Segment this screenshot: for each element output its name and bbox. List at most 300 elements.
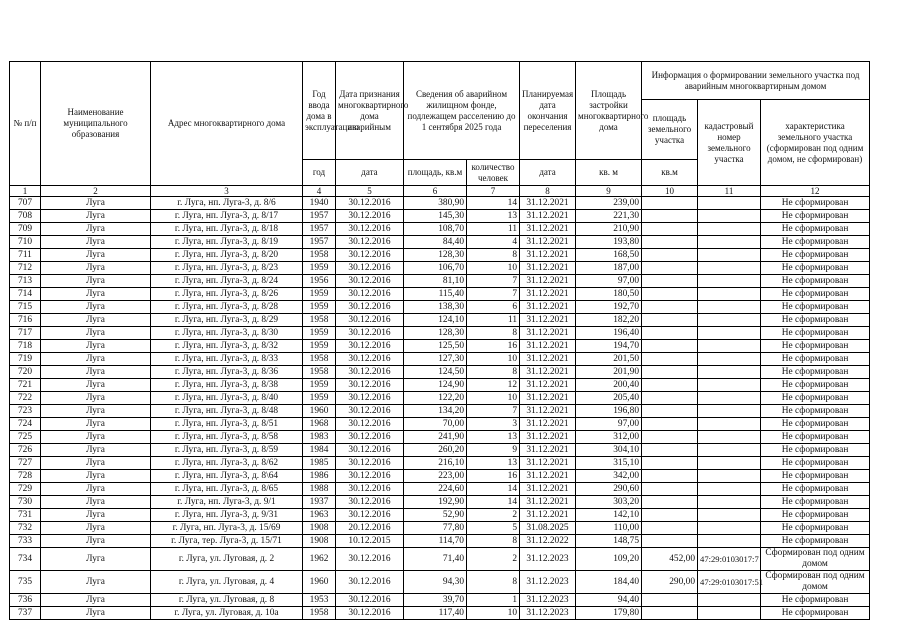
land-area-cell xyxy=(642,535,698,548)
land-status-cell: Не сформирован xyxy=(761,594,870,607)
cadastral-number-cell xyxy=(698,431,761,444)
recognition-date-cell: 30.12.2016 xyxy=(336,275,404,288)
year-cell: 1957 xyxy=(303,223,336,236)
cadastral-number-cell xyxy=(698,379,761,392)
table-row xyxy=(10,509,870,522)
land-status-cell: Не сформирован xyxy=(761,327,870,340)
land-status-cell: Не сформирован xyxy=(761,607,870,620)
land-area-cell xyxy=(642,431,698,444)
column-index: 6 xyxy=(404,186,467,197)
fund-area-cell: 84,40 xyxy=(404,236,467,249)
cadastral-number-cell xyxy=(698,301,761,314)
fund-area-cell: 223,00 xyxy=(404,470,467,483)
recognition-date-cell: 30.12.2016 xyxy=(336,353,404,366)
column-index-row xyxy=(10,186,870,197)
row-number: 735 xyxy=(10,571,41,594)
table-row xyxy=(10,275,870,288)
recognition-date-cell: 30.12.2016 xyxy=(336,366,404,379)
people-count-cell: 13 xyxy=(467,431,520,444)
planned-date-cell: 31.12.2021 xyxy=(520,405,576,418)
address-cell: г. Луга, нп. Луга-3, д. 9/1 xyxy=(151,496,303,509)
municipality-cell: Луга xyxy=(41,353,151,366)
land-area-cell xyxy=(642,509,698,522)
column-index: 12 xyxy=(761,186,870,197)
recognition-date-cell: 30.12.2016 xyxy=(336,340,404,353)
year-cell: 1962 xyxy=(303,548,336,571)
year-cell: 1958 xyxy=(303,353,336,366)
header-building-area-unit: кв. м xyxy=(576,160,642,186)
header-municipality: Наименование муниципального образования xyxy=(41,62,151,186)
row-number: 737 xyxy=(10,607,41,620)
land-area-cell xyxy=(642,607,698,620)
year-cell: 1908 xyxy=(303,522,336,535)
municipality-cell: Луга xyxy=(41,223,151,236)
municipality-cell: Луга xyxy=(41,431,151,444)
recognition-date-cell: 20.12.2016 xyxy=(336,522,404,535)
year-cell: 1953 xyxy=(303,594,336,607)
fund-area-cell: 128,30 xyxy=(404,249,467,262)
fund-area-cell: 71,40 xyxy=(404,548,467,571)
row-number: 726 xyxy=(10,444,41,457)
land-status-cell: Не сформирован xyxy=(761,418,870,431)
people-count-cell: 8 xyxy=(467,535,520,548)
land-status-cell: Не сформирован xyxy=(761,379,870,392)
cadastral-number-cell xyxy=(698,483,761,496)
planned-date-cell: 31.12.2021 xyxy=(520,301,576,314)
table-row xyxy=(10,249,870,262)
land-status-cell: Не сформирован xyxy=(761,340,870,353)
year-cell: 1956 xyxy=(303,275,336,288)
year-cell: 1957 xyxy=(303,210,336,223)
recognition-date-cell: 30.12.2016 xyxy=(336,496,404,509)
year-cell: 1985 xyxy=(303,457,336,470)
table-row xyxy=(10,210,870,223)
building-area-cell: 187,00 xyxy=(576,262,642,275)
header-planned-date: Планируемая дата окончания переселения xyxy=(520,62,576,160)
municipality-cell: Луга xyxy=(41,571,151,594)
cadastral-number-cell xyxy=(698,236,761,249)
recognition-date-cell: 30.12.2016 xyxy=(336,571,404,594)
row-number: 719 xyxy=(10,353,41,366)
column-index: 4 xyxy=(303,186,336,197)
municipality-cell: Луга xyxy=(41,607,151,620)
table-row xyxy=(10,223,870,236)
table-header xyxy=(10,62,870,197)
cadastral-number-cell xyxy=(698,340,761,353)
table-row xyxy=(10,327,870,340)
address-cell: г. Луга, нп. Луга-3, д. 8/48 xyxy=(151,405,303,418)
land-status-cell: Не сформирован xyxy=(761,210,870,223)
recognition-date-cell: 30.12.2016 xyxy=(336,405,404,418)
building-area-cell: 196,80 xyxy=(576,405,642,418)
column-index: 5 xyxy=(336,186,404,197)
people-count-cell: 10 xyxy=(467,262,520,275)
cadastral-number-cell xyxy=(698,288,761,301)
recognition-date-cell: 30.12.2016 xyxy=(336,431,404,444)
planned-date-cell: 31.12.2021 xyxy=(520,470,576,483)
fund-area-cell: 124,10 xyxy=(404,314,467,327)
land-area-cell: 452,00 xyxy=(642,548,698,571)
column-index: 9 xyxy=(576,186,642,197)
planned-date-cell: 31.12.2021 xyxy=(520,223,576,236)
table-body xyxy=(10,197,870,620)
recognition-date-cell: 30.12.2016 xyxy=(336,457,404,470)
table-row xyxy=(10,366,870,379)
year-cell: 1959 xyxy=(303,392,336,405)
address-cell: г. Луга, нп. Луга-3, д. 8/26 xyxy=(151,288,303,301)
header-date-unit: дата xyxy=(336,160,404,186)
building-area-cell: 210,90 xyxy=(576,223,642,236)
recognition-date-cell: 30.12.2016 xyxy=(336,327,404,340)
fund-area-cell: 216,10 xyxy=(404,457,467,470)
recognition-date-cell: 30.12.2016 xyxy=(336,210,404,223)
planned-date-cell: 31.12.2021 xyxy=(520,314,576,327)
people-count-cell: 12 xyxy=(467,379,520,392)
fund-area-cell: 39,70 xyxy=(404,594,467,607)
address-cell: г. Луга, нп. Луга-3, д. 8/36 xyxy=(151,366,303,379)
address-cell: г. Луга, нп. Луга-3, д. 8/59 xyxy=(151,444,303,457)
land-status-cell: Сформирован под одним домом xyxy=(761,548,870,571)
people-count-cell: 2 xyxy=(467,509,520,522)
planned-date-cell: 31.12.2021 xyxy=(520,262,576,275)
land-status-cell: Не сформирован xyxy=(761,223,870,236)
address-cell: г. Луга, нп. Луга-3, д. 8/40 xyxy=(151,392,303,405)
cadastral-number-cell xyxy=(698,535,761,548)
fund-area-cell: 70,00 xyxy=(404,418,467,431)
building-area-cell: 315,10 xyxy=(576,457,642,470)
planned-date-cell: 31.12.2021 xyxy=(520,483,576,496)
row-number: 716 xyxy=(10,314,41,327)
table-row xyxy=(10,314,870,327)
fund-area-cell: 115,40 xyxy=(404,288,467,301)
address-cell: г. Луга, нп. Луга-3, д. 8/58 xyxy=(151,431,303,444)
building-area-cell: 303,20 xyxy=(576,496,642,509)
people-count-cell: 9 xyxy=(467,444,520,457)
land-status-cell: Не сформирован xyxy=(761,275,870,288)
header-building-area: Площадь застройки многоквартирного дома xyxy=(576,62,642,160)
table-row xyxy=(10,392,870,405)
building-area-cell: 193,80 xyxy=(576,236,642,249)
land-status-cell: Не сформирован xyxy=(761,470,870,483)
recognition-date-cell: 30.12.2016 xyxy=(336,223,404,236)
column-index: 7 xyxy=(467,186,520,197)
cadastral-number-cell xyxy=(698,522,761,535)
year-cell: 1963 xyxy=(303,509,336,522)
row-number: 708 xyxy=(10,210,41,223)
fund-area-cell: 124,90 xyxy=(404,379,467,392)
row-number: 722 xyxy=(10,392,41,405)
building-area-cell: 180,50 xyxy=(576,288,642,301)
table-row xyxy=(10,288,870,301)
row-number: 723 xyxy=(10,405,41,418)
fund-area-cell: 260,20 xyxy=(404,444,467,457)
people-count-cell: 10 xyxy=(467,353,520,366)
building-area-cell: 94,40 xyxy=(576,594,642,607)
recognition-date-cell: 30.12.2016 xyxy=(336,392,404,405)
year-cell: 1960 xyxy=(303,405,336,418)
row-number: 711 xyxy=(10,249,41,262)
fund-area-cell: 192,90 xyxy=(404,496,467,509)
building-area-cell: 148,75 xyxy=(576,535,642,548)
building-area-cell: 290,60 xyxy=(576,483,642,496)
land-status-cell: Сформирован под одним домом xyxy=(761,571,870,594)
address-cell: г. Луга, нп. Луга-3, д. 8/65 xyxy=(151,483,303,496)
recognition-date-cell: 30.12.2016 xyxy=(336,509,404,522)
cadastral-number-cell xyxy=(698,470,761,483)
table-row xyxy=(10,607,870,620)
people-count-cell: 16 xyxy=(467,340,520,353)
land-area-cell xyxy=(642,223,698,236)
fund-area-cell: 81,10 xyxy=(404,275,467,288)
row-number: 718 xyxy=(10,340,41,353)
row-number: 707 xyxy=(10,197,41,210)
land-area-cell xyxy=(642,288,698,301)
municipality-cell: Луга xyxy=(41,392,151,405)
table-row xyxy=(10,301,870,314)
people-count-cell: 8 xyxy=(467,571,520,594)
building-area-cell: 192,70 xyxy=(576,301,642,314)
planned-date-cell: 31.12.2021 xyxy=(520,353,576,366)
year-cell: 1958 xyxy=(303,249,336,262)
land-area-cell xyxy=(642,379,698,392)
row-number: 734 xyxy=(10,548,41,571)
land-area-cell xyxy=(642,444,698,457)
land-status-cell: Не сформирован xyxy=(761,236,870,249)
planned-date-cell: 31.12.2021 xyxy=(520,249,576,262)
cadastral-number-cell xyxy=(698,444,761,457)
people-count-cell: 3 xyxy=(467,418,520,431)
cadastral-number-cell xyxy=(698,223,761,236)
municipality-cell: Луга xyxy=(41,522,151,535)
year-cell: 1983 xyxy=(303,431,336,444)
fund-area-cell: 114,70 xyxy=(404,535,467,548)
land-status-cell: Не сформирован xyxy=(761,262,870,275)
municipality-cell: Луга xyxy=(41,535,151,548)
column-index: 1 xyxy=(10,186,41,197)
column-index: 11 xyxy=(698,186,761,197)
planned-date-cell: 31.08.2025 xyxy=(520,522,576,535)
table-row xyxy=(10,522,870,535)
municipality-cell: Луга xyxy=(41,301,151,314)
address-cell: г. Луга, нп. Луга-3, д. 8/6 xyxy=(151,197,303,210)
land-status-cell: Не сформирован xyxy=(761,197,870,210)
address-cell: г. Луга, тер. Луга-3, д. 15/71 xyxy=(151,535,303,548)
land-status-cell: Не сформирован xyxy=(761,301,870,314)
year-cell: 1959 xyxy=(303,288,336,301)
header-address: Адрес многоквартирного дома xyxy=(151,62,303,186)
municipality-cell: Луга xyxy=(41,210,151,223)
cadastral-number-cell xyxy=(698,262,761,275)
table-row xyxy=(10,418,870,431)
people-count-cell: 14 xyxy=(467,496,520,509)
people-count-cell: 6 xyxy=(467,301,520,314)
land-area-cell xyxy=(642,197,698,210)
cadastral-number-cell xyxy=(698,496,761,509)
municipality-cell: Луга xyxy=(41,444,151,457)
land-area-cell: 290,00 xyxy=(642,571,698,594)
recognition-date-cell: 30.12.2016 xyxy=(336,594,404,607)
people-count-cell: 5 xyxy=(467,522,520,535)
recognition-date-cell: 30.12.2016 xyxy=(336,444,404,457)
municipality-cell: Луга xyxy=(41,340,151,353)
land-area-cell xyxy=(642,392,698,405)
fund-area-cell: 124,50 xyxy=(404,366,467,379)
people-count-cell: 7 xyxy=(467,288,520,301)
fund-area-cell: 145,30 xyxy=(404,210,467,223)
cadastral-number-cell: 47:29:0103017:51 xyxy=(698,571,761,594)
cadastral-number-cell: 47:29:0103017:7 xyxy=(698,548,761,571)
recognition-date-cell: 30.12.2016 xyxy=(336,262,404,275)
planned-date-cell: 31.12.2021 xyxy=(520,431,576,444)
table-row xyxy=(10,594,870,607)
table-row xyxy=(10,353,870,366)
municipality-cell: Луга xyxy=(41,327,151,340)
header-area-sub: площадь, кв.м xyxy=(404,160,467,186)
land-status-cell: Не сформирован xyxy=(761,366,870,379)
planned-date-cell: 31.12.2021 xyxy=(520,340,576,353)
land-area-cell xyxy=(642,210,698,223)
year-cell: 1959 xyxy=(303,262,336,275)
planned-date-cell: 31.12.2021 xyxy=(520,197,576,210)
year-cell: 1959 xyxy=(303,379,336,392)
recognition-date-cell: 30.12.2016 xyxy=(336,418,404,431)
year-cell: 1960 xyxy=(303,571,336,594)
planned-date-cell: 31.12.2023 xyxy=(520,571,576,594)
people-count-cell: 13 xyxy=(467,457,520,470)
planned-date-cell: 31.12.2021 xyxy=(520,496,576,509)
row-number: 729 xyxy=(10,483,41,496)
cadastral-number-cell xyxy=(698,366,761,379)
table-row xyxy=(10,535,870,548)
year-cell: 1958 xyxy=(303,314,336,327)
building-area-cell: 201,90 xyxy=(576,366,642,379)
year-cell: 1984 xyxy=(303,444,336,457)
year-cell: 1958 xyxy=(303,607,336,620)
cadastral-number-cell xyxy=(698,353,761,366)
table-row xyxy=(10,548,870,571)
recognition-date-cell: 30.12.2016 xyxy=(336,249,404,262)
recognition-date-cell: 30.12.2016 xyxy=(336,288,404,301)
year-cell: 1968 xyxy=(303,418,336,431)
fund-area-cell: 127,30 xyxy=(404,353,467,366)
cadastral-number-cell xyxy=(698,249,761,262)
recognition-date-cell: 30.12.2016 xyxy=(336,236,404,249)
address-cell: г. Луга, нп. Луга-3, д. 8/24 xyxy=(151,275,303,288)
planned-date-cell: 31.12.2021 xyxy=(520,327,576,340)
municipality-cell: Луга xyxy=(41,262,151,275)
row-number: 732 xyxy=(10,522,41,535)
cadastral-number-cell xyxy=(698,509,761,522)
land-status-cell: Не сформирован xyxy=(761,431,870,444)
planned-date-cell: 31.12.2023 xyxy=(520,607,576,620)
land-status-cell: Не сформирован xyxy=(761,392,870,405)
planned-date-cell: 31.12.2022 xyxy=(520,535,576,548)
recognition-date-cell: 30.12.2016 xyxy=(336,470,404,483)
planned-date-cell: 31.12.2021 xyxy=(520,366,576,379)
land-area-cell xyxy=(642,483,698,496)
planned-date-cell: 31.12.2021 xyxy=(520,457,576,470)
table-row xyxy=(10,236,870,249)
table-row xyxy=(10,379,870,392)
people-count-cell: 11 xyxy=(467,314,520,327)
table-row xyxy=(10,444,870,457)
year-cell: 1986 xyxy=(303,470,336,483)
people-count-cell: 4 xyxy=(467,236,520,249)
table-row xyxy=(10,483,870,496)
table-row xyxy=(10,571,870,594)
year-cell: 1958 xyxy=(303,366,336,379)
planned-date-cell: 31.12.2021 xyxy=(520,236,576,249)
recognition-date-cell: 30.12.2016 xyxy=(336,548,404,571)
building-area-cell: 196,40 xyxy=(576,327,642,340)
land-area-cell xyxy=(642,262,698,275)
year-cell: 1937 xyxy=(303,496,336,509)
planned-date-cell: 31.12.2023 xyxy=(520,548,576,571)
building-area-cell: 201,50 xyxy=(576,353,642,366)
planned-date-cell: 31.12.2023 xyxy=(520,594,576,607)
header-characteristic: характеристика земельного участка (сформирован под одним домом, не сформирован) xyxy=(761,100,870,186)
municipality-cell: Луга xyxy=(41,405,151,418)
municipality-cell: Луга xyxy=(41,594,151,607)
people-count-cell: 8 xyxy=(467,366,520,379)
municipality-cell: Луга xyxy=(41,457,151,470)
land-area-cell xyxy=(642,275,698,288)
people-count-cell: 14 xyxy=(467,197,520,210)
row-number: 736 xyxy=(10,594,41,607)
building-area-cell: 239,00 xyxy=(576,197,642,210)
row-number: 715 xyxy=(10,301,41,314)
address-cell: г. Луга, нп. Луга-3, д. 8/23 xyxy=(151,262,303,275)
column-index: 2 xyxy=(41,186,151,197)
recognition-date-cell: 30.12.2016 xyxy=(336,314,404,327)
year-cell: 1940 xyxy=(303,197,336,210)
recognition-date-cell: 10.12.2015 xyxy=(336,535,404,548)
people-count-cell: 8 xyxy=(467,327,520,340)
planned-date-cell: 31.12.2021 xyxy=(520,210,576,223)
municipality-cell: Луга xyxy=(41,496,151,509)
fund-area-cell: 122,20 xyxy=(404,392,467,405)
fund-area-cell: 106,70 xyxy=(404,262,467,275)
address-cell: г. Луга, нп. Луга-3, д. 8/28 xyxy=(151,301,303,314)
address-cell: г. Луга, нп. Луга-3, д. 8/38 xyxy=(151,379,303,392)
header-land-info: Информация о формировании земельного участка под аварийным многоквартирным домом xyxy=(642,62,870,100)
municipality-cell: Луга xyxy=(41,275,151,288)
building-area-cell: 304,10 xyxy=(576,444,642,457)
row-number: 712 xyxy=(10,262,41,275)
address-cell: г. Луга, нп. Луга-3, д. 9/31 xyxy=(151,509,303,522)
fund-area-cell: 241,90 xyxy=(404,431,467,444)
land-area-cell xyxy=(642,327,698,340)
table-row xyxy=(10,431,870,444)
building-area-cell: 109,20 xyxy=(576,548,642,571)
address-cell: г. Луга, нп. Луга-3, д. 8/62 xyxy=(151,457,303,470)
header-land-area-unit: кв.м xyxy=(642,160,698,186)
planned-date-cell: 31.12.2021 xyxy=(520,288,576,301)
row-number: 720 xyxy=(10,366,41,379)
cadastral-number-cell xyxy=(698,594,761,607)
people-count-cell: 7 xyxy=(467,275,520,288)
land-area-cell xyxy=(642,314,698,327)
people-count-cell: 13 xyxy=(467,210,520,223)
table-row xyxy=(10,405,870,418)
address-cell: г. Луга, нп. Луга-3, д. 8/18 xyxy=(151,223,303,236)
land-area-cell xyxy=(642,522,698,535)
building-area-cell: 200,40 xyxy=(576,379,642,392)
planned-date-cell: 31.12.2021 xyxy=(520,418,576,431)
recognition-date-cell: 30.12.2016 xyxy=(336,379,404,392)
people-count-cell: 1 xyxy=(467,594,520,607)
row-number: 730 xyxy=(10,496,41,509)
